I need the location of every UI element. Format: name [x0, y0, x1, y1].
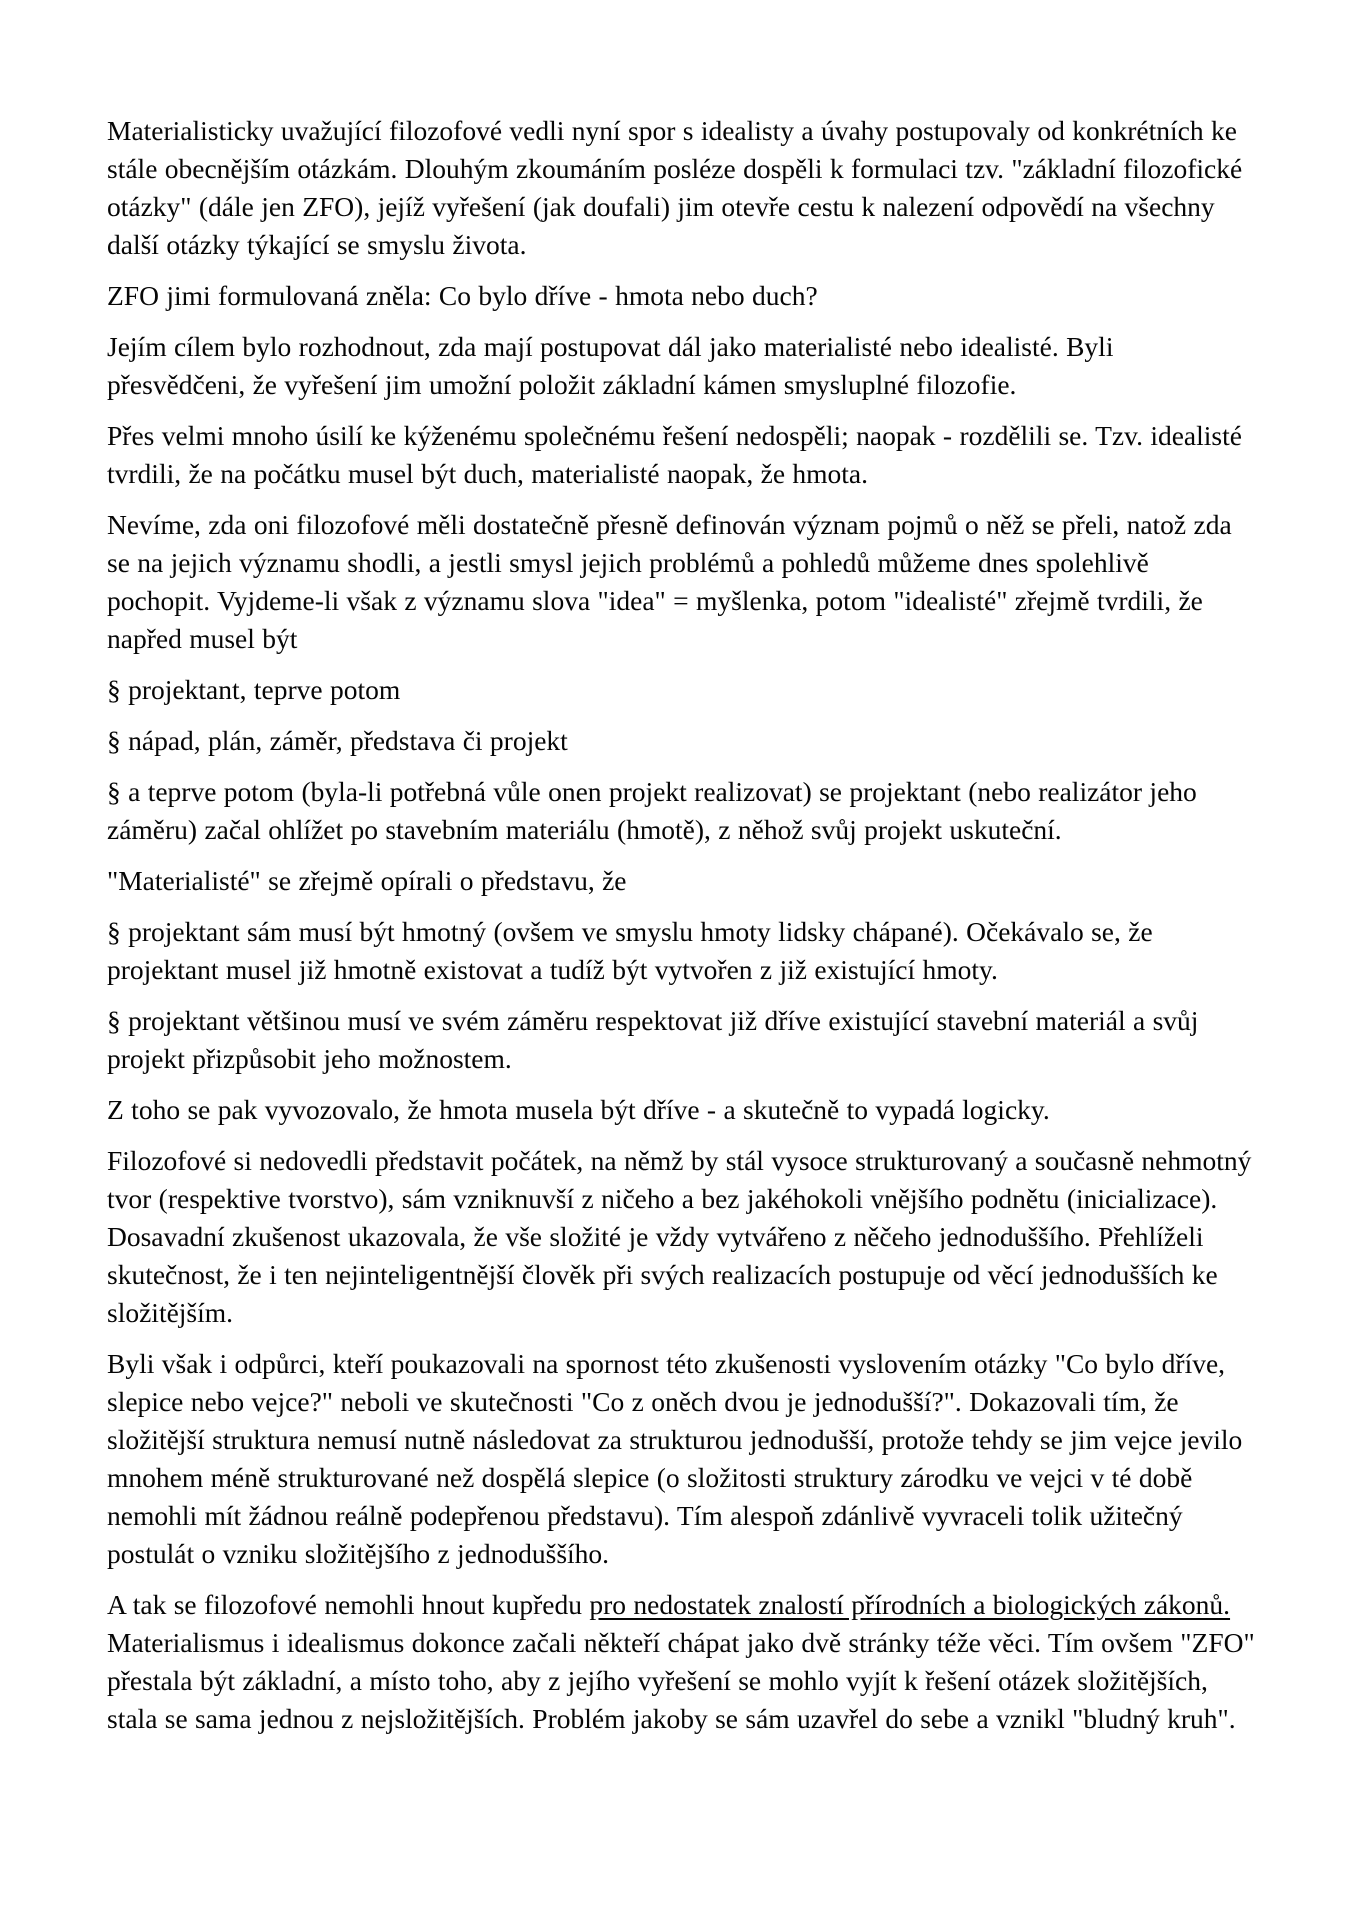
paragraph: Filozofové si nedovedli představit počátek, na němž by stál vysoce strukturovaný a současně nehmotný tvor (respektive tvorstvo), sám vzniknuvší z ničeho a bez jakéhokoli vnějšího podnětu (inicializace). Dosavadní zkušenost ukazovala, že vše složité je vždy vytvářeno z něčeho jednoduššího. Přehlíželi skutečnost, že i ten nejinteligentnější člověk při svých realizacích postupuje od věcí jednodušších ke složitějším.: [107, 1145, 1252, 1328]
text-segment: A tak se filozofové nemohli hnout kupředu: [107, 1589, 590, 1620]
bullet-item: § projektant sám musí být hmotný (ovšem ve smyslu hmoty lidsky chápané). Očekávalo se, že projektant musel již hmotně existovat a tudíž být vytvořen z již existující hmoty.: [107, 916, 1153, 985]
paragraph: "Materialisté" se zřejmě opírali o představu, že: [107, 865, 627, 896]
bullet-item: § a teprve potom (byla-li potřebná vůle onen projekt realizovat) se projektant (nebo realizátor jeho záměru) začal ohlížet po stavebním materiálu (hmotě), z něhož svůj projekt uskuteční.: [107, 776, 1197, 845]
paragraph: Materialisticky uvažující filozofové vedli nyní spor s idealisty a úvahy postupovaly od konkrétních ke stále obecnějším otázkám. Dlouhým zkoumáním posléze dospěli k formulaci tzv. "základní filozofické otázky" (dále jen ZFO), jejíž vyřešení (jak doufali) jim otevře cestu k nalezení odpovědí na všechny další otázky týkající se smyslu života.: [107, 115, 1243, 260]
text-segment: Materialismus i idealismus dokonce začali někteří chápat jako dvě stránky téže věci. Tím ovšem "ZFO" přestala být základní, a místo toho, aby z jejího vyřešení se mohlo vyjít k řešení otázek složitějších, stala se sama jednou z nejsložitějších. Problém jakoby se sám uzavřel do sebe a vznikl "bludný kruh".: [107, 1627, 1255, 1734]
paragraph: Jejím cílem bylo rozhodnout, zda mají postupovat dál jako materialisté nebo idealisté. Byli přesvědčeni, že vyřešení jim umožní položit základní kámen smysluplné filozofie.: [107, 331, 1114, 400]
paragraph: [107, 1586, 1255, 1738]
document-body: [107, 112, 1255, 1738]
bullet-item: § projektant většinou musí ve svém záměru respektovat již dříve existující stavební materiál a svůj projekt přizpůsobit jeho možnostem.: [107, 1005, 1199, 1074]
bullet-item: § nápad, plán, záměr, představa či projekt: [107, 725, 568, 756]
paragraph: Přes velmi mnoho úsilí ke kýženému společnému řešení nedospěli; naopak - rozdělili se. Tzv. idealisté tvrdili, že na počátku musel být duch, materialisté naopak, že hmota.: [107, 420, 1242, 489]
paragraph: Nevíme, zda oni filozofové měli dostatečně přesně definován význam pojmů o něž se přeli, natož zda se na jejich významu shodli, a jestli smysl jejich problémů a pohledů můžeme dnes spolehlivě pochopit. Vyjdeme-li však z významu slova "idea" = myšlenka, potom "idealisté" zřejmě tvrdili, že napřed musel být: [107, 509, 1232, 654]
bullet-item: § projektant, teprve potom: [107, 674, 401, 705]
underlined-text-segment: pro nedostatek znalostí přírodních a biologických zákonů.: [589, 1589, 1231, 1620]
paragraph: Z toho se pak vyvozovalo, že hmota musela být dříve - a skutečně to vypadá logicky.: [107, 1094, 1050, 1125]
paragraph: ZFO jimi formulovaná zněla: Co bylo dříve - hmota nebo duch?: [107, 280, 818, 311]
paragraph: Byli však i odpůrci, kteří poukazovali na spornost této zkušenosti vyslovením otázky "Co bylo dříve, slepice nebo vejce?" neboli ve skutečnosti "Co z oněch dvou je jednodušší?". Dokazovali tím, že složitější struktura nemusí nutně následovat za strukturou jednodušší, protože tehdy se jim vejce jevilo mnohem méně strukturované než dospělá slepice (o složitosti struktury zárodku ve vejci v té době nemohli mít žádnou reálně podepřenou představu). Tím alespoň zdánlivě vyvraceli tolik užitečný postulát o vzniku složitějšího z jednoduššího.: [107, 1348, 1243, 1569]
